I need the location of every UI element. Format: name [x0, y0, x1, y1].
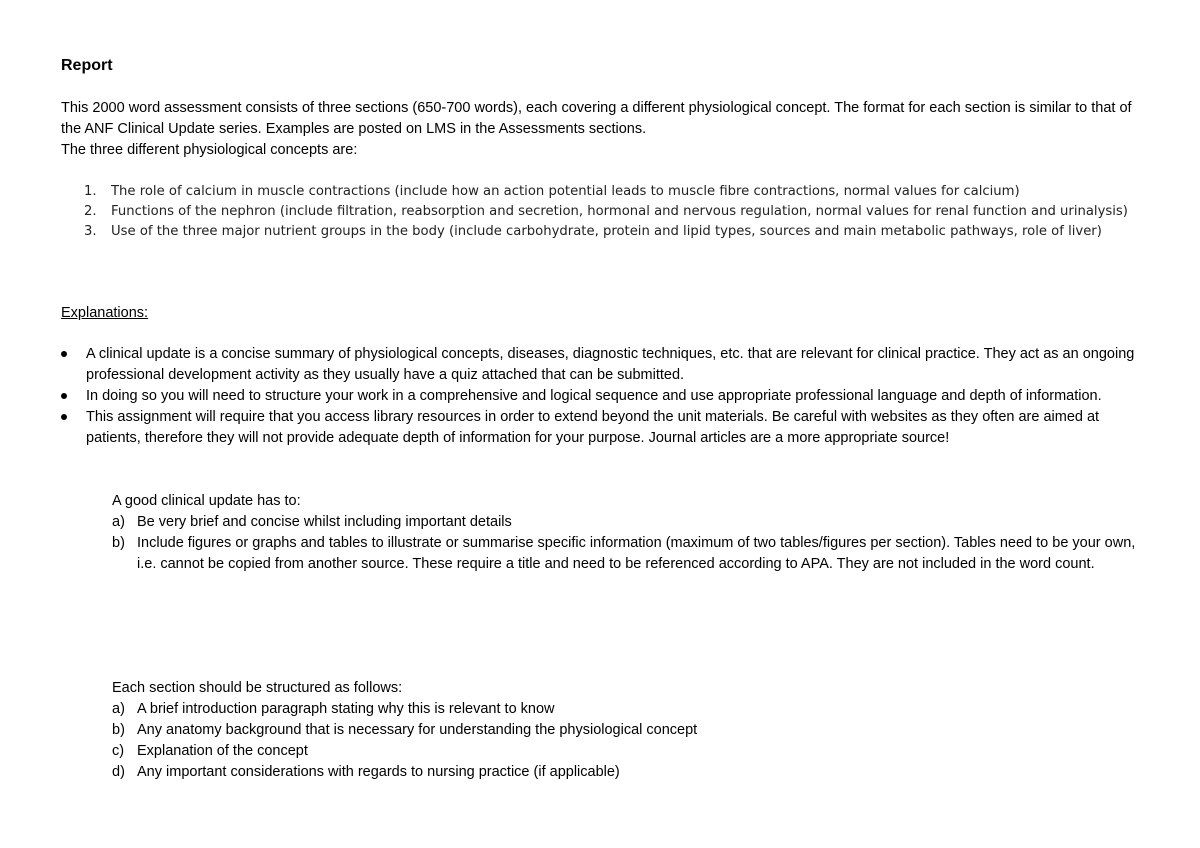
- list-item-text: A brief introduction paragraph stating why this is relevant to know: [137, 701, 555, 717]
- list-item-label: a): [112, 701, 125, 717]
- page-title: Report: [61, 57, 113, 74]
- concepts-list: [84, 182, 1144, 242]
- list-item-text: Functions of the nephron (include filtration, reabsorption and secretion, hormonal and nervous regulation, normal values for renal function and urinalysis): [111, 204, 1128, 219]
- list-item: [84, 202, 1144, 222]
- list-item-label: a): [112, 514, 125, 530]
- list-item-text: Include figures or graphs and tables to illustrate or summarise specific information (maximum of two tables/figures per section). Tables need to be your own, i.e. cannot be copied from another source. These require a title and need to be referenced according to APA. They are not included in the word count.: [137, 535, 1136, 572]
- intro-paragraph: [61, 98, 1141, 161]
- list-item-text: Be very brief and concise whilst including important details: [137, 514, 512, 530]
- good-update-list: [112, 512, 1147, 575]
- list-item: [112, 762, 1147, 783]
- list-item-text: The role of calcium in muscle contractions (include how an action potential leads to muscle fibre contractions, normal values for calcium): [111, 184, 1020, 199]
- list-item: [84, 222, 1144, 242]
- intro-text: This 2000 word assessment consists of three sections (650-700 words), each covering a different physiological concept. The format for each section is similar to that of the ANF Clinical Update series. Examples are posted on LMS in the Assessments sections.: [61, 100, 1132, 137]
- list-item: [61, 386, 1141, 407]
- good-update-heading: A good clinical update has to:: [112, 493, 301, 509]
- list-item: [61, 344, 1141, 386]
- list-item-text: Any anatomy background that is necessary for understanding the physiological concept: [137, 722, 698, 738]
- explanations-list: [61, 344, 1141, 449]
- list-item: [112, 512, 1147, 533]
- list-item-label: b): [112, 722, 125, 738]
- list-item-number: 2.: [84, 204, 97, 219]
- list-item-label: b): [112, 535, 125, 551]
- intro-concepts-lead: The three different physiological concepts are:: [61, 142, 358, 158]
- structure-list: [112, 699, 1147, 783]
- list-item: [112, 741, 1147, 762]
- list-item-text: Any important considerations with regards to nursing practice (if applicable): [137, 764, 620, 780]
- list-item-text: A clinical update is a concise summary of physiological concepts, diseases, diagnostic techniques, etc. that are relevant for clinical practice. They act as an ongoing professional development activity as they usually have a quiz attached that can be submitted.: [86, 346, 1135, 383]
- list-item-text: Explanation of the concept: [137, 743, 308, 759]
- list-item-number: 3.: [84, 224, 97, 239]
- list-item-label: d): [112, 764, 125, 780]
- bullet-icon: [61, 393, 67, 399]
- explanations-heading: Explanations:: [61, 305, 149, 321]
- list-item-text: This assignment will require that you access library resources in order to extend beyond the unit materials. Be careful with websites as they often are aimed at patients, therefore they will not provide adequate depth of information for your purpose. Journal articles are a more appropriate source!: [86, 409, 1100, 446]
- structure-heading: Each section should be structured as follows:: [112, 680, 403, 696]
- list-item: [84, 182, 1144, 202]
- list-item-text: Use of the three major nutrient groups in the body (include carbohydrate, protein and lipid types, sources and main metabolic pathways, role of liver): [111, 224, 1102, 239]
- list-item: [112, 720, 1147, 741]
- list-item-label: c): [112, 743, 125, 759]
- bullet-icon: [61, 414, 67, 420]
- list-item: [112, 699, 1147, 720]
- list-item-number: 1.: [84, 184, 97, 199]
- bullet-icon: [61, 351, 67, 357]
- list-item-text: In doing so you will need to structure your work in a comprehensive and logical sequence and use appropriate professional language and depth of information.: [86, 388, 1102, 404]
- list-item: [112, 533, 1147, 575]
- list-item: [61, 407, 1141, 449]
